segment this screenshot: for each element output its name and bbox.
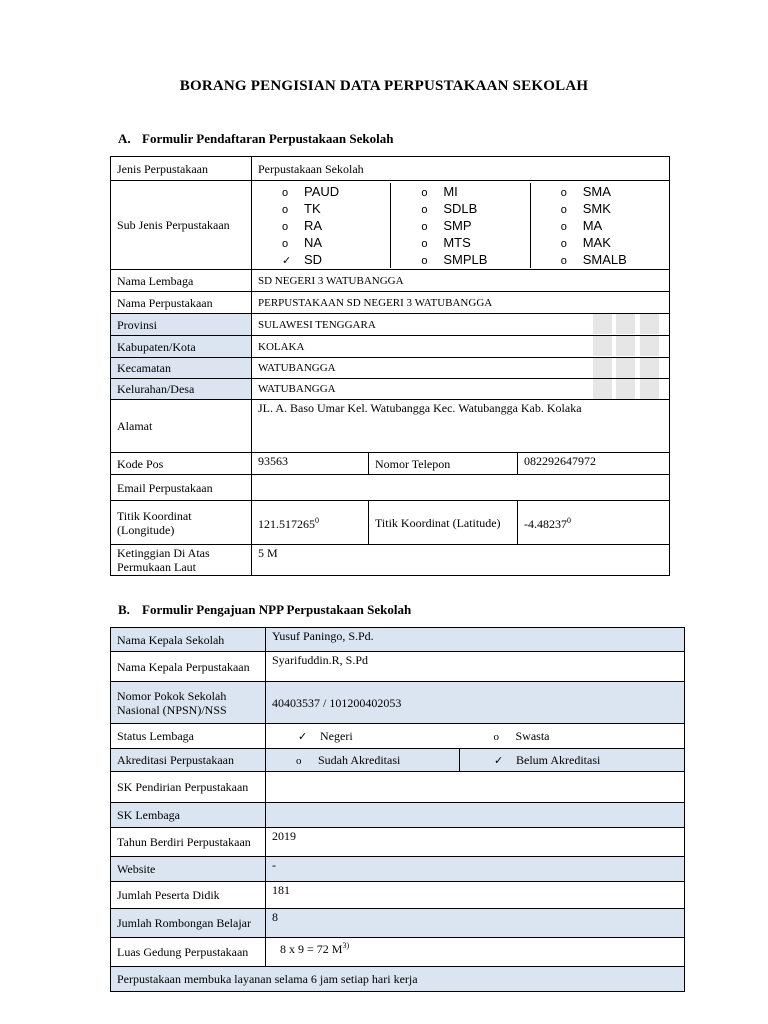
sub-jenis-option-label: SMPLB bbox=[443, 251, 488, 267]
kepala-sekolah-value[interactable]: Yusuf Paningo, S.Pd. bbox=[266, 628, 685, 652]
swasta-radio-icon: o bbox=[493, 730, 499, 743]
sub-jenis-option-sma[interactable] bbox=[561, 183, 665, 200]
sk-pendirian-label: SK Pendirian Perpustakaan bbox=[111, 772, 266, 803]
alamat-label: Alamat bbox=[111, 400, 252, 453]
peserta-label: Jumlah Peserta Didik bbox=[111, 882, 266, 909]
sub-jenis-option-label: MA bbox=[582, 217, 603, 233]
radio-icon: o bbox=[421, 254, 428, 267]
email-value[interactable] bbox=[252, 475, 670, 501]
longitude-label: Titik Koordinat (Longitude) bbox=[111, 501, 252, 545]
akreditasi-option-sudah[interactable] bbox=[266, 749, 460, 772]
longitude-degree: 0 bbox=[315, 516, 319, 525]
longitude-value[interactable] bbox=[252, 501, 369, 545]
sub-jenis-option-ra[interactable] bbox=[282, 217, 386, 234]
sub-jenis-option-smplb[interactable] bbox=[421, 251, 525, 268]
status-option-negeri[interactable] bbox=[266, 724, 460, 749]
luas-number: 8 x 9 = 72 M bbox=[280, 942, 343, 956]
negeri-label: Negeri bbox=[320, 728, 353, 743]
tahun-label: Tahun Berdiri Perpustakaan bbox=[111, 828, 266, 857]
telepon-value[interactable]: 082292647972 bbox=[518, 453, 670, 475]
kepala-perpus-label: Nama Kepala Perpustakaan bbox=[111, 652, 266, 682]
sudah-radio-icon: o bbox=[296, 754, 302, 767]
radio-icon: o bbox=[421, 186, 428, 199]
radio-icon: o bbox=[421, 220, 428, 233]
npsn-label: Nomor Pokok Sekolah Nasional (NPSN)/NSS bbox=[111, 682, 266, 724]
alamat-value[interactable]: JL. A. Baso Umar Kel. Watubangga Kec. Watubangga Kab. Kolaka bbox=[252, 400, 670, 453]
sub-jenis-option-mak[interactable] bbox=[561, 234, 665, 251]
latitude-value[interactable] bbox=[518, 501, 670, 545]
website-value[interactable]: - bbox=[266, 857, 685, 882]
sub-jenis-option-smk[interactable] bbox=[561, 200, 665, 217]
jenis-label: Jenis Perpustakaan bbox=[111, 157, 252, 181]
section-a-title: Formulir Pendaftaran Perpustakaan Sekolah bbox=[142, 131, 394, 146]
kabupaten-label: Kabupaten/Kota bbox=[111, 336, 252, 358]
peserta-value[interactable]: 181 bbox=[266, 882, 685, 909]
sub-jenis-column bbox=[531, 183, 669, 268]
sk-lembaga-label: SK Lembaga bbox=[111, 803, 266, 828]
sub-jenis-option-label: SMALB bbox=[582, 251, 627, 267]
page-title: BORANG PENGISIAN DATA PERPUSTAKAAN SEKOLAH bbox=[179, 78, 589, 94]
belum-label: Belum Akreditasi bbox=[516, 752, 601, 767]
sub-jenis-column bbox=[391, 183, 530, 268]
negeri-check-icon: ✓ bbox=[298, 730, 308, 743]
kode-pos-value[interactable]: 93563 bbox=[252, 453, 369, 475]
kabupaten-value[interactable]: KOLAKA bbox=[252, 336, 670, 358]
sub-jenis-option-mts[interactable] bbox=[421, 234, 525, 251]
provinsi-label: Provinsi bbox=[111, 314, 252, 336]
latitude-number: -4.48237 bbox=[524, 517, 567, 531]
decorative-shading bbox=[593, 314, 663, 398]
sub-jenis-option-smalb[interactable] bbox=[561, 251, 665, 268]
swasta-label: Swasta bbox=[515, 728, 550, 743]
sub-jenis-option-ma[interactable] bbox=[561, 217, 665, 234]
sk-pendirian-value[interactable] bbox=[266, 772, 685, 803]
sub-jenis-option-label: SMK bbox=[582, 200, 611, 216]
sub-jenis-label: Sub Jenis Perpustakaan bbox=[111, 181, 252, 270]
luas-value[interactable] bbox=[266, 938, 685, 967]
radio-icon: o bbox=[421, 203, 428, 216]
luas-superscript: 3) bbox=[342, 941, 350, 950]
sub-jenis-options bbox=[252, 181, 670, 270]
sub-jenis-option-mi[interactable] bbox=[421, 183, 525, 200]
email-label: Email Perpustakaan bbox=[111, 475, 252, 501]
sub-jenis-option-label: RA bbox=[304, 217, 323, 233]
radio-icon: o bbox=[560, 203, 567, 216]
sub-jenis-option-label: NA bbox=[304, 234, 323, 250]
sub-jenis-option-label: TK bbox=[304, 200, 321, 216]
sk-lembaga-value[interactable] bbox=[266, 803, 685, 828]
sub-jenis-column bbox=[252, 183, 391, 268]
radio-icon: o bbox=[560, 186, 567, 199]
sub-jenis-option-label: SD bbox=[304, 251, 323, 267]
npsn-value[interactable]: 40403537 / 101200402053 bbox=[266, 682, 685, 724]
nama-lembaga-label: Nama Lembaga bbox=[111, 270, 252, 292]
status-option-swasta[interactable] bbox=[460, 724, 685, 749]
ketinggian-value[interactable]: 5 M bbox=[252, 545, 670, 576]
sub-jenis-option-na[interactable] bbox=[282, 234, 386, 251]
sub-jenis-option-label: MI bbox=[443, 183, 458, 199]
rombel-label: Jumlah Rombongan Belajar bbox=[111, 909, 266, 938]
sudah-label: Sudah Akreditasi bbox=[318, 752, 401, 767]
luas-label: Luas Gedung Perpustakaan bbox=[111, 938, 266, 967]
kepala-perpus-value[interactable]: Syarifuddin.R, S.Pd bbox=[266, 652, 685, 682]
sub-jenis-option-label: MAK bbox=[582, 234, 611, 250]
radio-icon: o bbox=[282, 203, 289, 216]
sub-jenis-option-sdlb[interactable] bbox=[421, 200, 525, 217]
akreditasi-label: Akreditasi Perpustakaan bbox=[111, 749, 266, 772]
kelurahan-label: Kelurahan/Desa bbox=[111, 379, 252, 400]
kelurahan-value[interactable]: WATUBANGGA bbox=[252, 379, 670, 400]
sub-jenis-option-label: MTS bbox=[443, 234, 471, 250]
section-a-heading bbox=[118, 131, 393, 147]
sub-jenis-option-label: SMP bbox=[443, 217, 472, 233]
radio-icon: o bbox=[421, 237, 428, 250]
akreditasi-option-belum[interactable] bbox=[460, 749, 685, 772]
latitude-degree: 0 bbox=[567, 516, 571, 525]
check-icon: ✓ bbox=[282, 254, 292, 267]
radio-icon: o bbox=[282, 186, 289, 199]
sub-jenis-option-smp[interactable] bbox=[421, 217, 525, 234]
ketinggian-label: Ketinggian Di Atas Permukaan Laut bbox=[111, 545, 252, 576]
longitude-number: 121.517265 bbox=[258, 517, 315, 531]
radio-icon: o bbox=[282, 220, 289, 233]
rombel-value[interactable]: 8 bbox=[266, 909, 685, 938]
sub-jenis-option-paud[interactable] bbox=[282, 183, 386, 200]
npp-table bbox=[110, 627, 685, 992]
nama-lembaga-value[interactable]: SD NEGERI 3 WATUBANGGA bbox=[252, 270, 670, 292]
nama-perpus-label: Nama Perpustakaan bbox=[111, 292, 252, 314]
section-b-letter: B. bbox=[118, 602, 130, 617]
section-b-title: Formulir Pengajuan NPP Perpustakaan Sekolah bbox=[142, 602, 412, 617]
tahun-value[interactable]: 2019 bbox=[266, 828, 685, 857]
kecamatan-value[interactable]: WATUBANGGA bbox=[252, 358, 670, 379]
radio-icon: o bbox=[560, 254, 567, 267]
sub-jenis-option-sd[interactable] bbox=[282, 251, 386, 268]
section-b-heading bbox=[118, 602, 411, 618]
section-a-letter: A. bbox=[118, 131, 131, 146]
layanan-note: Perpustakaan membuka layanan selama 6 jam setiap hari kerja bbox=[111, 967, 685, 992]
sub-jenis-option-tk[interactable] bbox=[282, 200, 386, 217]
radio-icon: o bbox=[560, 237, 567, 250]
latitude-label: Titik Koordinat (Latitude) bbox=[369, 501, 518, 545]
status-label: Status Lembaga bbox=[111, 724, 266, 749]
website-label: Website bbox=[111, 857, 266, 882]
telepon-label: Nomor Telepon bbox=[369, 453, 518, 475]
kepala-sekolah-label: Nama Kepala Sekolah bbox=[111, 628, 266, 652]
radio-icon: o bbox=[560, 220, 567, 233]
sub-jenis-option-label: PAUD bbox=[304, 183, 340, 199]
nama-perpus-value[interactable]: PERPUSTAKAAN SD NEGERI 3 WATUBANGGA bbox=[252, 292, 670, 314]
kode-pos-label: Kode Pos bbox=[111, 453, 252, 475]
registration-table bbox=[110, 156, 670, 576]
provinsi-value[interactable]: SULAWESI TENGGARA bbox=[252, 314, 670, 336]
kecamatan-label: Kecamatan bbox=[111, 358, 252, 379]
sub-jenis-option-label: SMA bbox=[582, 183, 611, 199]
sub-jenis-option-label: SDLB bbox=[443, 200, 478, 216]
jenis-value: Perpustakaan Sekolah bbox=[252, 157, 670, 181]
belum-check-icon: ✓ bbox=[494, 754, 504, 767]
radio-icon: o bbox=[282, 237, 289, 250]
